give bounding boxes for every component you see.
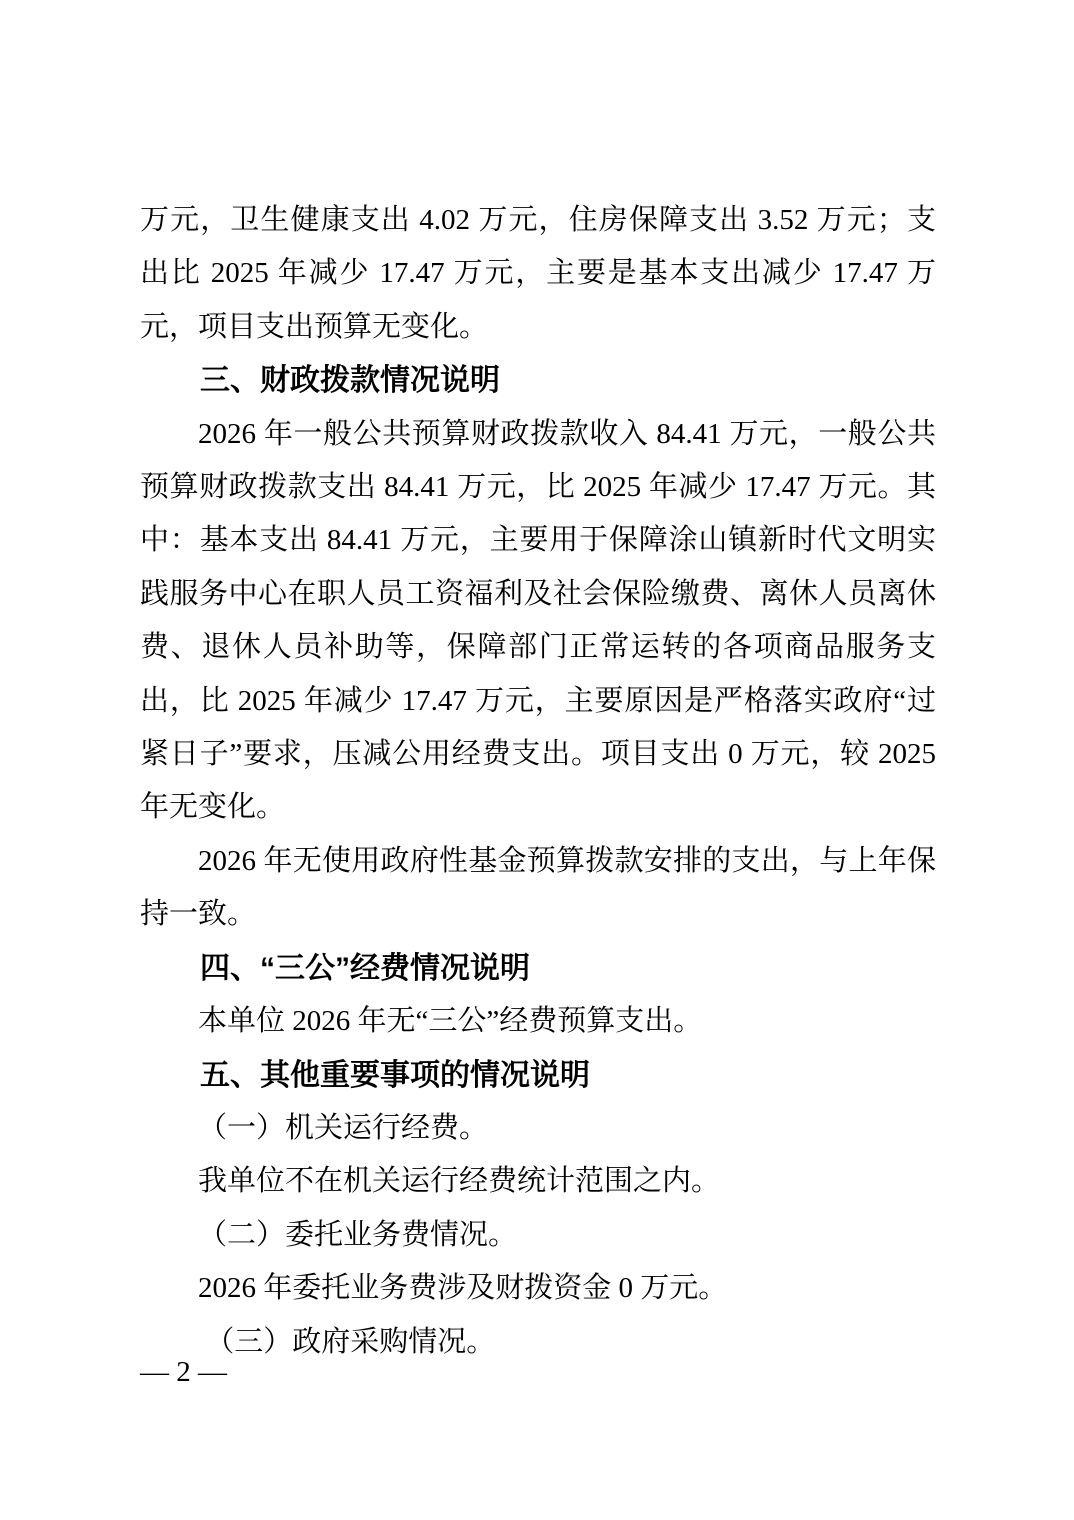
paragraph-expenditure-summary: 万元，卫生健康支出 4.02 万元，住房保障支出 3.52 万元；支出比 2025 年减少 17.47 万元，主要是基本支出减少 17.47 万元，项目支出预算无变化。	[140, 204, 936, 343]
paragraph-fiscal-appropriation-detail: 2026 年一般公共预算财政拨款收入 84.41 万元，一般公共预算财政拨款支出 84.41 万元，比 2025 年减少 17.47 万元。其中：基本支出 84.41 万元，主要用于保障涂山镇新时代文明实践服务中心在职人员工资福利及社会保险缴费、离休人员离休费、退休人员补助等，保障部门正常运转的各项商品服务支出，比 2025 年减少 17.47 万元，主要原因是严格落实政府“过紧日子”要求，压减公用经费支出。项目支出 0 万元，较 2025 年无变化。	[140, 417, 936, 824]
paragraph-agency-operating-expense-statement: 我单位不在机关运行经费统计范围之内。	[198, 1165, 721, 1198]
paragraph-item-two-entrusted-business-fee-title: （二）委托业务费情况。	[198, 1218, 518, 1251]
page-number: — 2 —	[140, 1356, 227, 1388]
heading-section-three-fiscal-appropriation: 三、财政拨款情况说明	[200, 364, 500, 398]
document-body	[140, 194, 936, 1369]
paragraph-item-three-government-procurement-title: （三）政府采购情况。	[205, 1325, 496, 1358]
paragraph-three-public-funds-statement: 本单位 2026 年无“三公”经费预算支出。	[198, 1005, 703, 1038]
paragraph-government-fund-budget: 2026 年无使用政府性基金预算拨款安排的支出，与上年保持一致。	[140, 844, 936, 931]
paragraph-item-one-agency-operating-expense-title: （一）机关运行经费。	[198, 1111, 489, 1144]
paragraph-entrusted-business-fee-statement: 2026 年委托业务费涉及财拨资金 0 万元。	[198, 1272, 728, 1305]
heading-section-five-other-important-items: 五、其他重要事项的情况说明	[200, 1058, 590, 1092]
heading-section-four-three-public-funds: 四、“三公”经费情况说明	[200, 951, 530, 985]
